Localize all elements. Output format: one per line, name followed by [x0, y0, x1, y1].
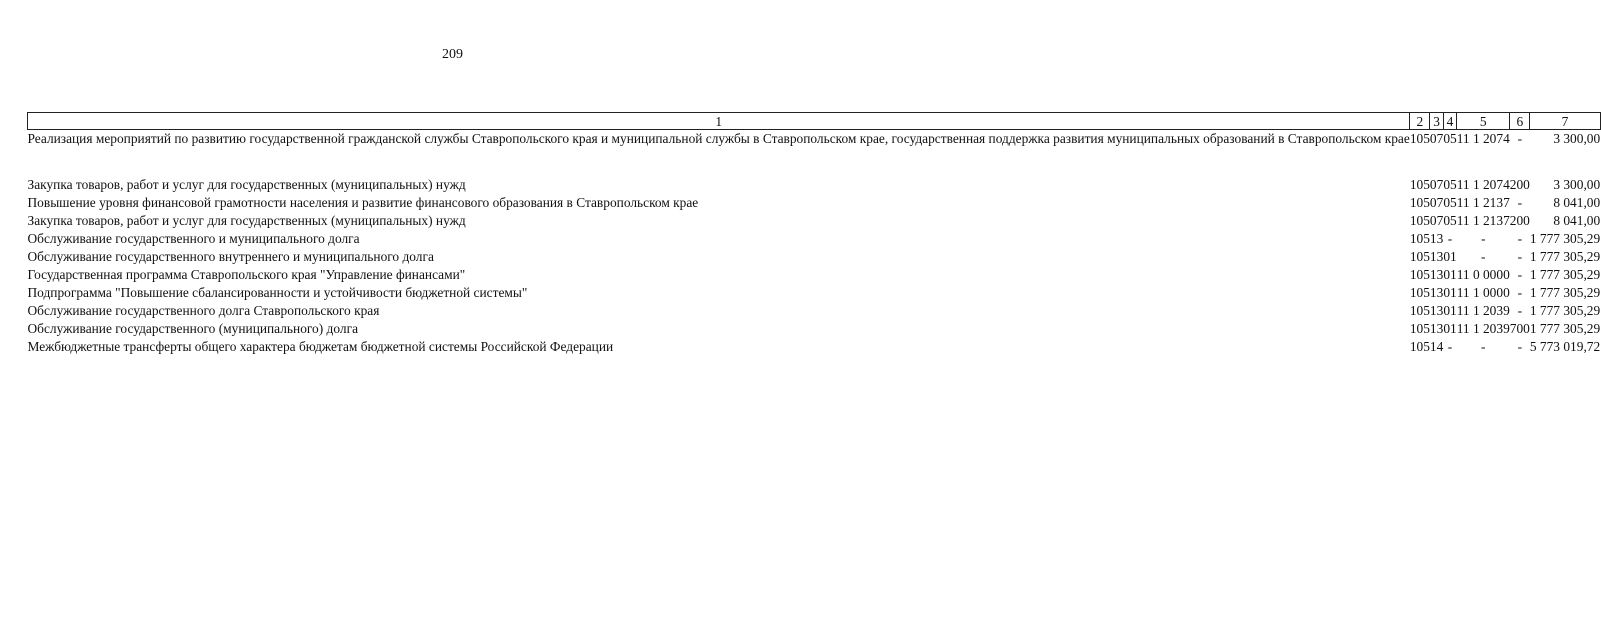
- table-row: [28, 320, 1601, 338]
- table-row: [28, 212, 1601, 230]
- header-row: [28, 113, 1601, 130]
- table-row: [28, 248, 1601, 266]
- row-col-5: 11 1 2137: [1456, 213, 1510, 228]
- row-col-5: 11 1 2137: [1456, 195, 1510, 210]
- row-col-6: -: [1517, 285, 1523, 300]
- row-col-4: 05: [1443, 195, 1457, 210]
- row-col-4: 01: [1443, 303, 1457, 318]
- row-col-5: 11 1 2039: [1456, 303, 1510, 318]
- row-col-3: 07: [1429, 177, 1444, 192]
- row-name: Закупка товаров, работ и услуг для государственных (муниципальных) нужд: [27, 213, 466, 228]
- row-col-3: 13: [1429, 231, 1444, 246]
- row-col-2: 105: [1409, 339, 1430, 354]
- row-col-2: 105: [1409, 131, 1430, 146]
- row-col-2: 105: [1409, 303, 1430, 318]
- table-row: [28, 266, 1601, 284]
- table-row: [28, 230, 1601, 248]
- table-row: [28, 338, 1601, 356]
- row-col-2: 105: [1409, 267, 1430, 282]
- row-col-6: -: [1517, 339, 1523, 354]
- row-col-7: 1 777 305,29: [1529, 321, 1601, 336]
- row-col-2: 105: [1409, 195, 1430, 210]
- row-col-6: 200: [1509, 177, 1530, 192]
- row-col-6: -: [1517, 303, 1523, 318]
- row-col-7: 1 777 305,29: [1529, 303, 1601, 318]
- row-col-4: 01: [1443, 285, 1457, 300]
- row-col-5: 11 1 2074: [1456, 131, 1510, 146]
- row-name: Обслуживание государственного внутреннего и муниципального долга: [27, 249, 434, 264]
- row-col-7: 3 300,00: [1553, 131, 1601, 146]
- table-row: [28, 302, 1601, 320]
- row-col-2: 105: [1409, 285, 1430, 300]
- row-col-4: 05: [1443, 177, 1457, 192]
- header-col-6: 6: [1510, 113, 1530, 130]
- row-col-6: 700: [1509, 321, 1530, 336]
- row-col-2: 105: [1409, 321, 1430, 336]
- budget-table: [27, 112, 1601, 356]
- row-col-3: 13: [1429, 285, 1444, 300]
- row-col-7: 8 041,00: [1553, 195, 1601, 210]
- row-col-6: -: [1517, 131, 1523, 146]
- row-col-2: 105: [1409, 231, 1430, 246]
- row-col-3: 13: [1429, 267, 1444, 282]
- row-col-5: -: [1481, 249, 1486, 264]
- row-col-4: 01: [1443, 249, 1457, 264]
- row-col-4: 01: [1443, 267, 1457, 282]
- row-col-5: 11 1 2039: [1456, 321, 1510, 336]
- page-number: 209: [442, 47, 463, 62]
- row-col-5: 11 0 0000: [1456, 267, 1510, 282]
- row-col-3: 07: [1429, 131, 1444, 146]
- row-col-6: 200: [1509, 213, 1530, 228]
- row-col-7: 5 773 019,72: [1529, 339, 1601, 354]
- row-name: Подпрограмма "Повышение сбалансированности и устойчивости бюджетной системы": [27, 285, 528, 300]
- row-name: Государственная программа Ставропольского края "Управление финансами": [27, 267, 466, 282]
- row-col-6: -: [1517, 267, 1523, 282]
- row-col-7: 1 777 305,29: [1529, 267, 1601, 282]
- row-col-5: -: [1481, 339, 1486, 354]
- row-spacer: [28, 148, 1601, 176]
- row-col-3: 07: [1429, 195, 1444, 210]
- header-col-1: 1: [28, 113, 1410, 130]
- row-col-3: 13: [1429, 249, 1444, 264]
- row-col-2: 105: [1409, 213, 1430, 228]
- table-row: [28, 176, 1601, 194]
- table-row: [28, 130, 1601, 149]
- row-name: Обслуживание государственного долга Ставропольского края: [27, 303, 380, 318]
- table-row: [28, 194, 1601, 212]
- row-col-3: 13: [1429, 321, 1444, 336]
- row-name: Межбюджетные трансферты общего характера бюджетам бюджетной системы Российской Федерации: [27, 339, 614, 354]
- row-name: Реализация мероприятий по развитию государственной гражданской службы Ставропольского края и муниципальной службы в Ставропольском крае, государственная поддержка развития муниципальных образований в Ставропольском крае: [27, 131, 1410, 146]
- row-col-3: 13: [1429, 303, 1444, 318]
- header-col-3: 3: [1430, 113, 1443, 130]
- header-col-7: 7: [1530, 113, 1600, 130]
- row-col-7: 1 777 305,29: [1529, 249, 1601, 264]
- row-col-2: 105: [1409, 249, 1430, 264]
- row-name: Обслуживание государственного (муниципального) долга: [27, 321, 359, 336]
- row-col-5: 11 1 0000: [1456, 285, 1510, 300]
- row-col-5: -: [1481, 231, 1486, 246]
- row-name: Закупка товаров, работ и услуг для государственных (муниципальных) нужд: [27, 177, 466, 192]
- row-col-6: -: [1517, 249, 1523, 264]
- header-col-4: 4: [1443, 113, 1456, 130]
- row-col-3: 14: [1429, 339, 1444, 354]
- row-col-7: 8 041,00: [1553, 213, 1601, 228]
- row-col-6: -: [1517, 195, 1523, 210]
- row-col-7: 1 777 305,29: [1529, 231, 1601, 246]
- row-col-4: 05: [1443, 131, 1457, 146]
- header-col-5: 5: [1457, 113, 1510, 130]
- row-name: Повышение уровня финансовой грамотности населения и развитие финансового образования в Ставропольском крае: [27, 195, 699, 210]
- row-col-4: 01: [1443, 321, 1457, 336]
- row-name: Обслуживание государственного и муниципального долга: [27, 231, 360, 246]
- row-col-7: 3 300,00: [1553, 177, 1601, 192]
- row-col-7: 1 777 305,29: [1529, 285, 1601, 300]
- row-col-2: 105: [1409, 177, 1430, 192]
- row-col-4: 05: [1443, 213, 1457, 228]
- row-col-6: -: [1517, 231, 1523, 246]
- row-col-4: -: [1447, 339, 1453, 354]
- row-col-3: 07: [1429, 213, 1444, 228]
- row-col-5: 11 1 2074: [1456, 177, 1510, 192]
- row-col-4: -: [1447, 231, 1453, 246]
- table-row: [28, 284, 1601, 302]
- header-col-2: 2: [1410, 113, 1430, 130]
